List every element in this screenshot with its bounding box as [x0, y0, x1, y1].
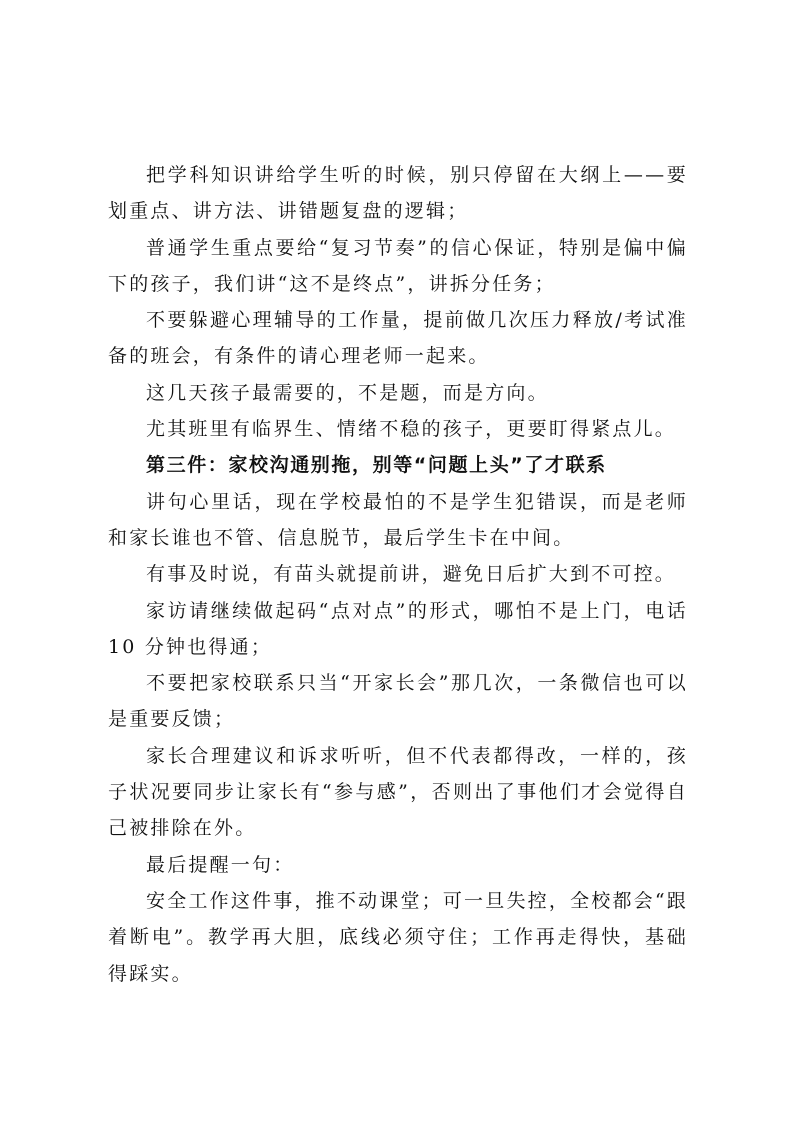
paragraph-1: 把学科知识讲给学生听的时候，别只停留在大纲上——要划重点、讲方法、讲错题复盘的逻辑；	[108, 164, 688, 223]
paragraph-10: 不要把家校联系只当“开家长会”那几次，一条微信也可以是重要反馈；	[108, 672, 688, 731]
paragraph-11: 家长合理建议和诉求听听，但不代表都得改，一样的，孩子状况要同步让家长有“参与感”，否则出了事他们才会觉得自己被排除在外。	[108, 744, 688, 840]
paragraph-4: 这几天孩子最需要的，不是题，而是方向。	[146, 381, 549, 404]
paragraph-2: 普通学生重点要给“复习节奏”的信心保证，特别是偏中偏下的孩子，我们讲“这不是终点”，讲拆分任务；	[108, 236, 688, 295]
paragraph-9: 家访请继续做起码“点对点”的形式，哪怕不是上门，电话 10 分钟也得通；	[108, 599, 688, 658]
paragraph-7: 讲句心里话，现在学校最怕的不是学生犯错误，而是老师和家长谁也不管、信息脱节，最后学生卡在中间。	[108, 490, 688, 549]
paragraph-12: 最后提醒一句：	[146, 853, 295, 876]
paragraph-13: 安全工作这件事，推不动课堂；可一旦失控，全校都会“跟着断电”。教学再大胆，底线必须守住；工作再走得快，基础得踩实。	[108, 889, 688, 985]
paragraph-8: 有事及时说，有苗头就提前讲，避免日后扩大到不可控。	[146, 563, 677, 586]
document-body	[108, 157, 688, 992]
section-heading-3: 第三件：家校沟通别拖，别等“问题上头”了才联系	[146, 454, 607, 477]
paragraph-3: 不要躲避心理辅导的工作量，提前做几次压力释放/考试准备的班会，有条件的请心理老师一起来。	[108, 309, 688, 368]
paragraph-5: 尤其班里有临界生、情绪不稳的孩子，更要盯得紧点儿。	[146, 418, 677, 441]
